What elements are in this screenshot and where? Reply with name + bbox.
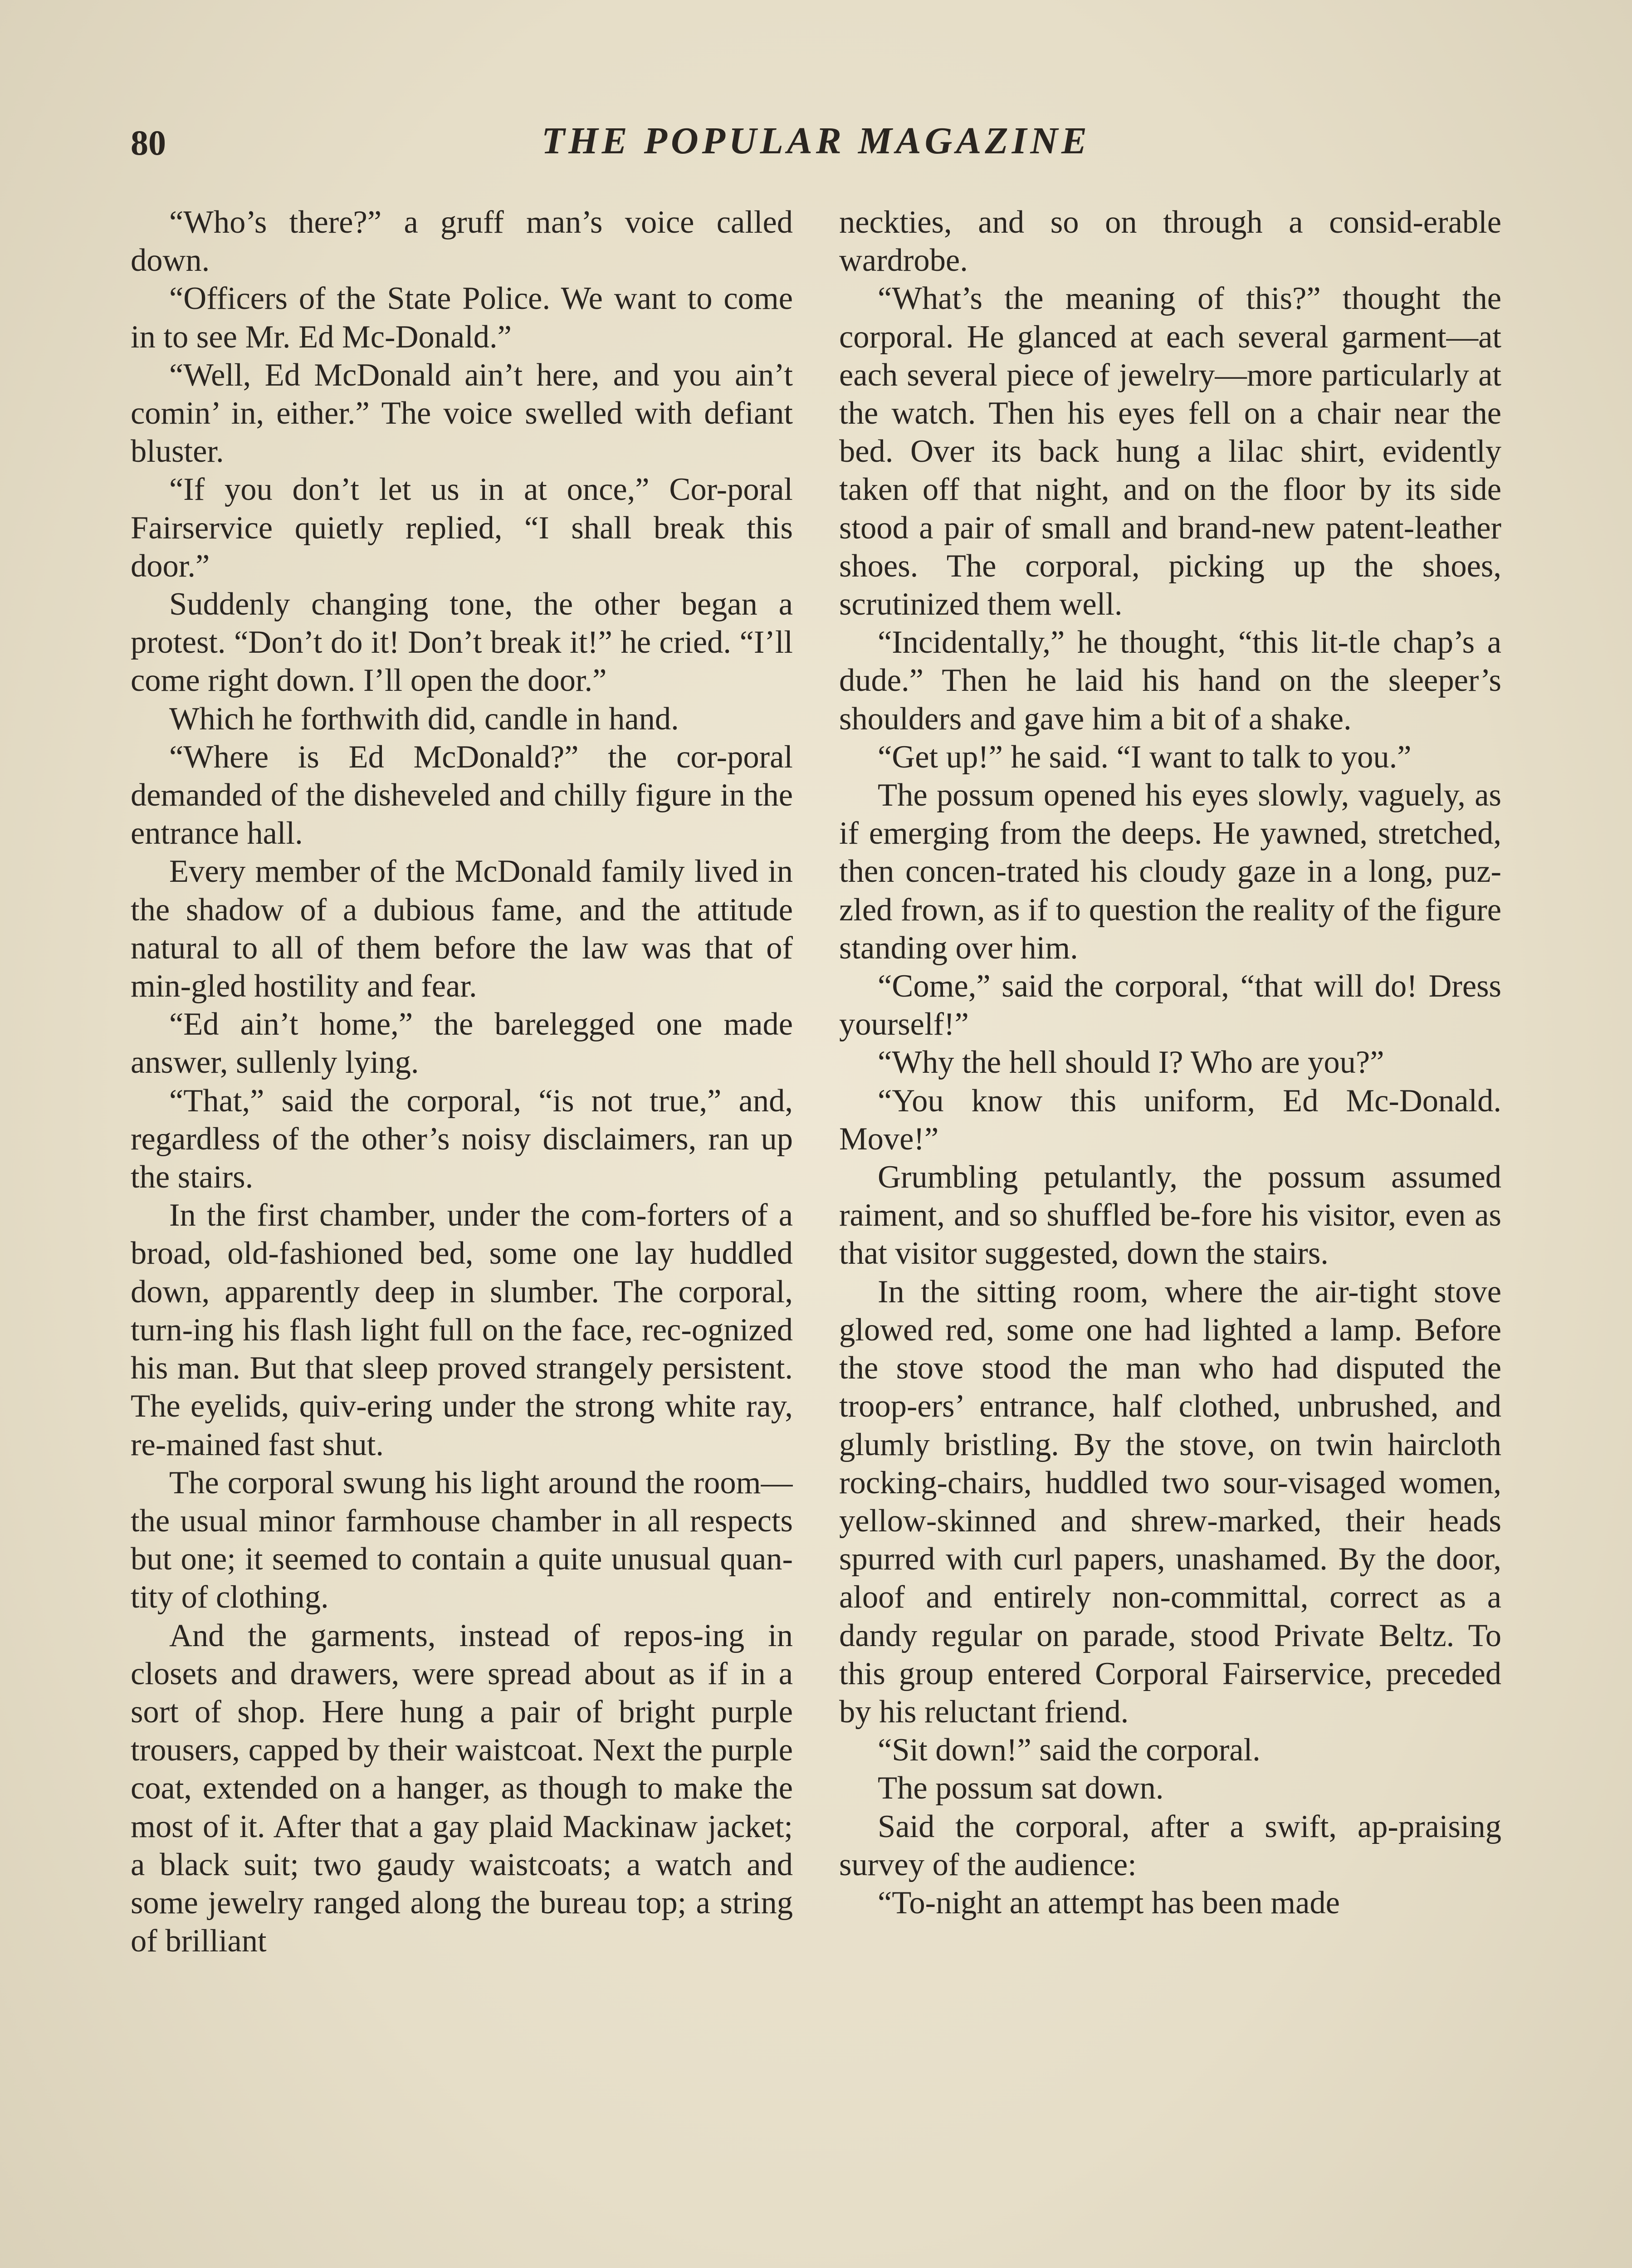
paragraph: “Officers of the State Police. We want to come in to see Mr. Ed Mc-Donald.” xyxy=(131,281,793,355)
paragraph: “Get up!” he said. “I want to talk to you.” xyxy=(878,739,1412,775)
paragraph: Suddenly changing tone, the other began a protest. “Don’t do it! Don’t break it!” he cried. “I’ll come right down. I’ll open the door.” xyxy=(131,587,793,699)
paragraph: In the first chamber, under the com-forters of a broad, old-fashioned bed, some one lay huddled down, apparently deep in slumber. The corporal, turn-ing his flash light full on the face, rec-ognized his man. But that sleep proved strangely persistent. The eyelids, quiv-ering under the strong white ray, re-mained fast shut. xyxy=(131,1198,793,1462)
paragraph: “You know this uniform, Ed Mc-Donald. Move!” xyxy=(839,1083,1501,1157)
paragraph: neckties, and so on through a consid-erable wardrobe. xyxy=(839,205,1501,279)
paragraph: Said the corporal, after a swift, ap-praising survey of the audience: xyxy=(839,1809,1501,1882)
left-text-column xyxy=(131,203,793,2268)
paragraph: “If you don’t let us in at once,” Cor-poral Fairservice quietly replied, “I shall break this door.” xyxy=(131,472,793,584)
paragraph: “Ed ain’t home,” the barelegged one made answer, sullenly lying. xyxy=(131,1007,793,1080)
paragraph: “Where is Ed McDonald?” the cor-poral demanded of the disheveled and chilly figure in the entrance hall. xyxy=(131,739,793,851)
paragraph: “Why the hell should I? Who are you?” xyxy=(878,1045,1384,1080)
paragraph: “Incidentally,” he thought, “this lit-tle chap’s a dude.” Then he laid his hand on the sleeper’s shoulders and gave him a bit of a shake. xyxy=(839,625,1501,737)
paragraph: Grumbling petulantly, the possum assumed raiment, and so shuffled be-fore his visitor, even as that visitor suggested, down the stairs. xyxy=(839,1159,1501,1271)
paragraph: “Come,” said the corporal, “that will do! Dress yourself!” xyxy=(839,968,1501,1042)
paragraph: “That,” said the corporal, “is not true,” and, regardless of the other’s noisy disclaimers, ran up the stairs. xyxy=(131,1083,793,1195)
paragraph: Every member of the McDonald family lived in the shadow of a dubious fame, and the attitude natural to all of them before the law was that of min-gled hostility and fear. xyxy=(131,854,793,1004)
paragraph: Which he forthwith did, candle in hand. xyxy=(169,701,679,737)
running-title: THE POPULAR MAGAZINE xyxy=(541,120,1091,162)
paragraph: In the sitting room, where the air-tight stove glowed red, some one had lighted a lamp. Before the stove stood the man who had disputed the troop-ers’ entrance, half clothed, unbrushed, and glumly bristling. By the stove, on twin haircloth rocking-chairs, huddled two sour-visaged women, yellow-skinned and shrew-marked, their heads spurred with curl papers, unashamed. By the door, aloof and entirely non-committal, correct as a dandy regular on parade, stood Private Beltz. To this group entered Corporal Fairservice, preceded by his reluctant friend. xyxy=(839,1274,1501,1730)
paragraph: The possum sat down. xyxy=(878,1770,1164,1806)
page-header xyxy=(131,113,1501,177)
paragraph: The possum opened his eyes slowly, vaguely, as if emerging from the deeps. He yawned, stretched, then concen-trated his cloudy gaze in a long, puz-zled frown, as if to question the reality of the figure standing over him. xyxy=(839,777,1501,966)
paragraph: “Sit down!” said the corporal. xyxy=(878,1732,1261,1768)
paragraph: The corporal swung his light around the room—the usual minor farmhouse chamber in all respects but one; it seemed to contain a quite unusual quan-tity of clothing. xyxy=(131,1465,793,1615)
paragraph: “To-night an attempt has been made xyxy=(878,1885,1340,1921)
paragraph: “Who’s there?” a gruff man’s voice called down. xyxy=(131,205,793,279)
paragraph: “What’s the meaning of this?” thought the corporal. He glanced at each several garment—at each several piece of jewelry—more particularly at the watch. Then his eyes fell on a chair near the bed. Over its back hung a lilac shirt, evidently taken off that night, and on the floor by its side stood a pair of small and brand-new patent-leather shoes. The corporal, picking up the shoes, scrutinized them well. xyxy=(839,281,1501,622)
paragraph: And the garments, instead of repos-ing in closets and drawers, were spread about as if in a sort of shop. Here hung a pair of bright purple trousers, capped by their waistcoat. Next the purple coat, extended on a hanger, as though to make the most of it. After that a gay plaid Mackinaw jacket; a black suit; two gaudy waistcoats; a watch and some jewelry ranged along the bureau top; a string of brilliant xyxy=(131,1618,793,1959)
paragraph: “Well, Ed McDonald ain’t here, and you ain’t comin’ in, either.” The voice swelled with defiant bluster. xyxy=(131,357,793,469)
right-text-column xyxy=(839,203,1501,2268)
page-number: 80 xyxy=(131,123,166,162)
